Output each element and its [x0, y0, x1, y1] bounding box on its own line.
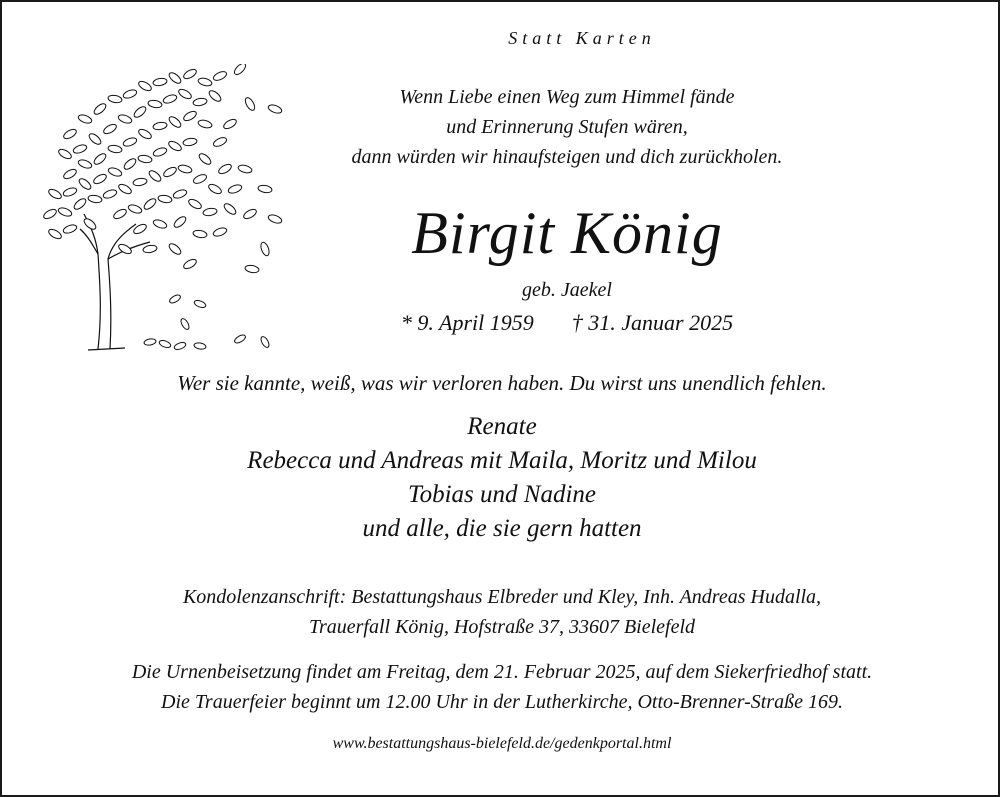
family-line: Tobias und Nadine: [407, 481, 596, 508]
service-line: Die Urnenbeisetzung findet am Freitag, dem 21. Februar 2025, auf dem Siekerfriedhof statt.: [131, 661, 873, 683]
birth-date: * 9. April 1959: [400, 310, 534, 335]
poem-line: dann würden wir hinaufsteigen und dich zurückholen.: [351, 146, 783, 168]
poem-line: Wenn Liebe einen Weg zum Himmel fände: [399, 86, 735, 108]
family-list: [2, 410, 1000, 546]
family-line: Rebecca und Andreas mit Maila, Moritz und Milou: [247, 447, 757, 474]
service-info: [2, 657, 1000, 717]
poem: [302, 82, 832, 172]
family-line: und alle, die sie gern hatten: [362, 515, 642, 542]
birth-name: geb. Jaekel: [522, 279, 612, 301]
address-line: Kondolenzanschrift: Bestattungshaus Elbreder und Kley, Inh. Andreas Hudalla,: [182, 586, 822, 608]
address-line: Trauerfall König, Hofstraße 37, 33607 Bielefeld: [308, 616, 696, 638]
condolence-address: [2, 582, 1000, 642]
family-line: Renate: [467, 413, 537, 440]
deceased-name: Birgit König: [411, 200, 723, 266]
poem-line: und Erinnerung Stufen wären,: [446, 116, 688, 138]
life-dates: [302, 310, 832, 336]
mourning-quote: Wer sie kannte, weiß, was wir verloren haben. Du wirst uns unendlich fehlen.: [177, 371, 827, 395]
service-line: Die Trauerfeier beginnt um 12.00 Uhr in der Lutherkirche, Otto-Brenner-Straße 169.: [161, 691, 843, 713]
death-date: † 31. Januar 2025: [571, 310, 734, 335]
memorial-portal-link[interactable]: www.bestattungshaus-bielefeld.de/gedenkportal.html: [332, 735, 672, 752]
header-statt-karten: Statt Karten: [508, 28, 656, 48]
windblown-tree-icon: [40, 64, 290, 354]
